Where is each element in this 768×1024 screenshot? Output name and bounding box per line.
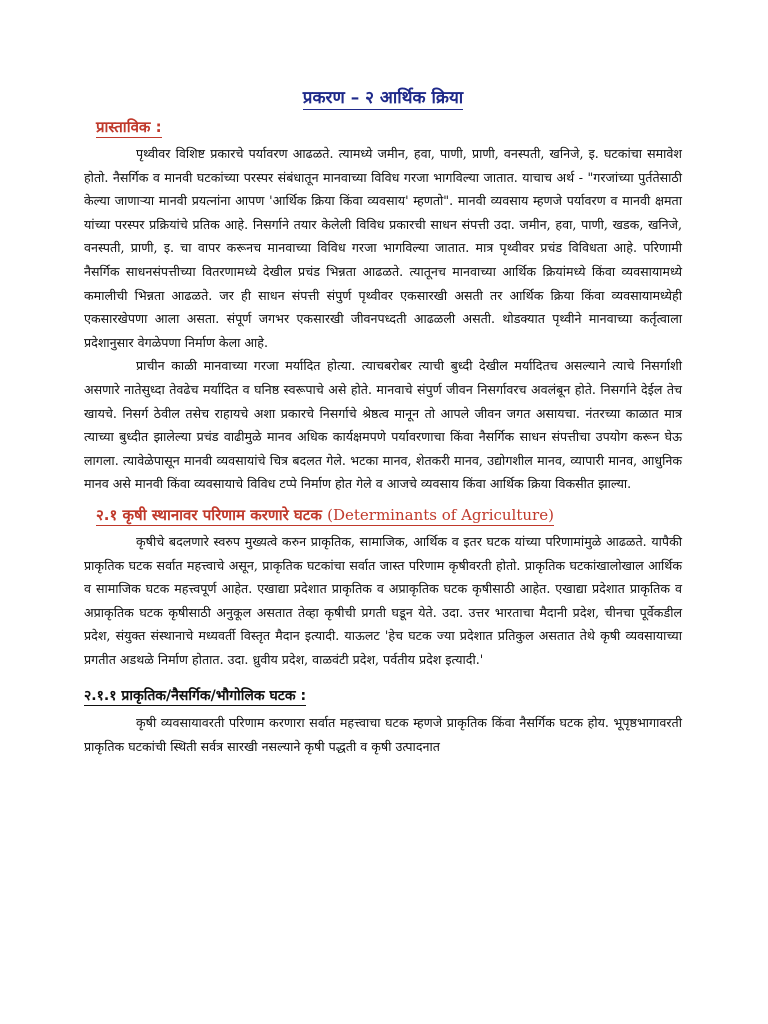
chapter-title-text: प्रकरण – २ आर्थिक क्रिया (302, 88, 464, 108)
subsection-heading-text: २.१.१ प्राकृतिक/नैसर्गिक/भौगोलिक घटक : (84, 688, 307, 705)
document-page (84, 86, 682, 759)
intro-paragraph-2: प्राचीन काळी मानवाच्या गरजा मर्यादित होत्या. त्याचबरोबर त्याची बुध्दी देखील मर्यादितच असल्याने त्याचे निसर्गाशी असणारे नातेसुध्दा तेवढेच मर्यादित व घनिष्ठ स्वरूपाचे असे होते. मानवाचे संपुर्ण जीवन निसर्गावरच अवलंबून होते. निसर्गाने देईल तेच खायचे. निसर्ग ठेवील तसेच राहायचे अशा प्रकारचे निसर्गाचे श्रेष्ठत्व मानून तो आपले जीवन जगत असायचा. नंतरच्या काळात मात्र त्याच्या बुध्दीत झालेल्या प्रचंड वाढीमुळे मानव अधिक कार्यक्षमपणे पर्यावरणाचा किंवा नैसर्गिक साधन संपत्तीचा उपयोग करून घेऊ लागला. त्यावेळेपासून मानवी व्यवसायांचे चित्र बदलत गेले. भटका मानव, शेतकरी मानव, उद्योगशील मानव, व्यापारी मानव, आधुनिक मानव असे मानवी किंवा व्यवसायाचे विविध टप्पे निर्माण होत गेले व आजचे व्यवसाय किंवा आर्थिक क्रिया विकसीत झाल्या. (84, 358, 682, 492)
section-heading-underline (96, 506, 554, 526)
intro-heading-text: प्रास्ताविक : (96, 118, 162, 136)
chapter-title (84, 86, 682, 110)
section-paragraph: कृषीचे बदलणारे स्वरुप मुख्यत्वे करुन प्राकृतिक, सामाजिक, आर्थिक व इतर घटक यांच्या परिणामांमुळे आढळते. यापैकी प्राकृतिक घटक सर्वात महत्त्वाचे असून, प्राकृतिक घटकांचा सर्वात जास्त परिणाम कृषीवरती होतो. प्राकृतिक घटकांखालोखाल आर्थिक व सामाजिक घटक महत्त्वपूर्ण आहेत. एखाद्या प्रदेशात प्राकृतिक व अप्राकृतिक घटक कृषीसाठी आहेत. एखाद्या प्रदेशात प्राकृतिक व अप्राकृतिक घटक कृषीसाठी अनुकूल असतात तेव्हा कृषीची प्रगती घडून येते. उदा. उत्तर भारताचा मैदानी प्रदेश, चीनचा पूर्वेकडील प्रदेश, संयुक्त संस्थानाचे मध्यवर्ती विस्तृत मैदान इत्यादी. याऊलट 'हेच घटक ज्या प्रदेशात प्रतिकुल असतात तेथे कृषी व्यवसायाच्या प्रगतीत अडथळे निर्माण होतात. उदा. ध्रुवीय प्रदेश, वाळवंटी प्रदेश, पर्वतीय प्रदेश इत्यादी.' (84, 533, 682, 667)
section-heading-marathi: २.१ कृषी स्थानावर परिणाम करणारे घटक (96, 505, 322, 524)
section-heading-english: (Determinants of Agriculture) (327, 505, 554, 524)
subsection-heading (84, 685, 682, 707)
section-heading (96, 504, 682, 526)
subsection-paragraph: कृषी व्यवसायावरती परिणाम करणारा सर्वात महत्त्वाचा घटक म्हणजे प्राकृतिक किंवा नैसर्गिक घटक होय. भूपृष्ठभागावरती प्राकृतिक घटकांची स्थिती सर्वत्र सारखी नसल्याने कृषी पद्धती व कृषी उत्पादनात (84, 715, 682, 755)
intro-heading (96, 116, 682, 138)
intro-paragraph-1: पृथ्वीवर विशिष्ट प्रकारचे पर्यावरण आढळते. त्यामध्ये जमीन, हवा, पाणी, प्राणी, वनस्पती, खनिजे, इ. घटकांचा समावेश होतो. नैसर्गिक व मानवी घटकांच्या परस्पर संबंधातून मानवाच्या विविध गरजा भागविल्या जातात. याचाच अर्थ - "गरजांच्या पुर्ततेसाठी केल्या जाणाऱ्या मानवी प्रयत्नांना आपण 'आर्थिक क्रिया किंवा व्यवसाय' म्हणतो". मानवी व्यवसाय म्हणजे पर्यावरण व मानवी क्षमता यांच्या परस्पर प्रक्रियांचे प्रतिक आहे. निसर्गाने तयार केलेली विविध प्रकारची साधन संपत्ती उदा. जमीन, हवा, पाणी, खडक, खनिजे, वनस्पती, प्राणी, इ. चा वापर करूनच मानवाच्या विविध गरजा भागविल्या जातात. मात्र पृथ्वीवर प्रचंड विविधता आहे. परिणामी नैसर्गिक साधनसंपत्तीच्या वितरणामध्ये देखील प्रचंड भिन्नता आढळते. त्यातूनच मानवाच्या आर्थिक क्रियांमध्ये किंवा व्यवसायामध्ये कमालीची भिन्नता आढळते. जर ही साधन संपत्ती संपुर्ण पृथ्वीवर एकसारखी असती तर आर्थिक क्रिया किंवा व्यवसायामध्येही एकसारखेपणा आला असता. संपूर्ण जगभर एकसारखी जीवनपध्दती आढळली असती. थोडक्यात पृथ्वीने मानवाच्या कर्तृत्वाला प्रदेशानुसार वेगळेपणा निर्माण केला आहे. (84, 146, 682, 350)
